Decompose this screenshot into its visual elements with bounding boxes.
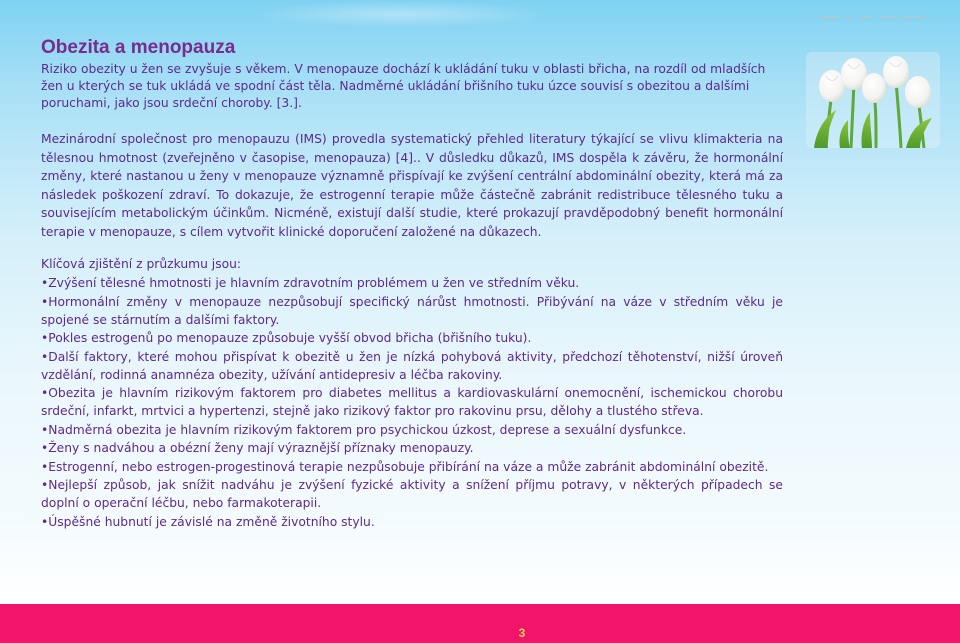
header-decoration-lines bbox=[818, 16, 928, 20]
list-item: •Hormonální změny v menopauze nezpůsobují specifický nárůst hmotnosti. Přibývání na váze v středním věku je spojené se stárnutím a dalšími faktory. bbox=[41, 294, 783, 327]
page-number: 3 bbox=[518, 626, 526, 640]
tulips-icon bbox=[806, 52, 940, 148]
list-item: •Ženy s nadváhou a obézní ženy mají výraznější příznaky menopauzy. bbox=[41, 441, 474, 455]
findings-list bbox=[41, 274, 783, 531]
ims-paragraph: Mezinárodní společnost pro menopauzu (IMS) provedla systematický přehled literatury týkající se vlivu klimakteria na tělesnou hmotnost (zveřejněno v časopise, menopauza) [4].. V důsledku důkazů, IMS dospěla k závěru, že hormonální změny, které nastanou u ženy v menopauze významně přispívají ke zvýšení centrální abdominální obezity, která má za následek poškození zdraví. To dokazuje, že estrogenní terapie může částečně zabránit redistribuce tělesného tuku a souvisejícím metabolickým účinkům. Nicméně, existují další studie, které prokazují pravděpodobný benefit hormonální terapie v menopauze, s cílem vytvořit klinické doporučení založené na důkazech. bbox=[41, 132, 783, 239]
findings-heading: Klíčová zjištění z průzkumu jsou: bbox=[41, 257, 242, 271]
list-item: •Další faktory, které mohou přispívat k obezitě u žen je nízká pohybová aktivity, předchozí těhotenství, nižší úroveň vzdělání, rodinná anamnéza obezity, užívání antidepresiv a léčba rakoviny. bbox=[41, 349, 783, 382]
list-item: •Úspěšné hubnutí je závislé na změně životního stylu. bbox=[41, 514, 375, 529]
list-item: •Nadměrná obezita je hlavním rizikovým faktorem pro psychickou úzkost, deprese a sexuální dysfunkce. bbox=[41, 422, 687, 437]
list-item: •Nejlepší způsob, jak snížit nadváhu je zvýšení fyzické aktivity a snížení příjmu potravy, v některých případech se doplní o operační léčbu, nebo farmakoterapii. bbox=[41, 478, 783, 510]
list-item: •Estrogenní, nebo estrogen-progestinová terapie nezpůsobuje přibírání na váze a může zabránit abdominální obezitě. bbox=[41, 459, 769, 474]
slide-title: Obezita a menopauza bbox=[41, 37, 236, 58]
list-item: •Zvýšení tělesné hmotnosti je hlavním zdravotním problémem u žen ve středním věku. bbox=[41, 276, 580, 290]
list-item: •Obezita je hlavním rizikovým faktorem pro diabetes mellitus a kardiovaskulární onemocnění, ischemickou chorobu srdeční, infarkt, mrtvici a hypertenzi, stejně jako rizikový faktor pro rakovinu prsu, dělohy a tlustého střeva. bbox=[41, 386, 783, 418]
intro-paragraph: Riziko obezity u žen se zvyšuje s věkem. V menopauze dochází k ukládání tuku v oblasti břicha, na rozdíl od mladších žen u kterých se tuk ukládá ve spodní část těla. Nadměrné ukládání břišního tuku úzce souvisí s obezitou a dalšími poruchami, jako jsou srdeční choroby. [3.]. bbox=[41, 62, 766, 110]
list-item: •Pokles estrogenů po menopauze způsobuje vyšší obvod břicha (břišního tuku). bbox=[41, 331, 532, 345]
top-glow-decoration bbox=[250, 0, 550, 28]
